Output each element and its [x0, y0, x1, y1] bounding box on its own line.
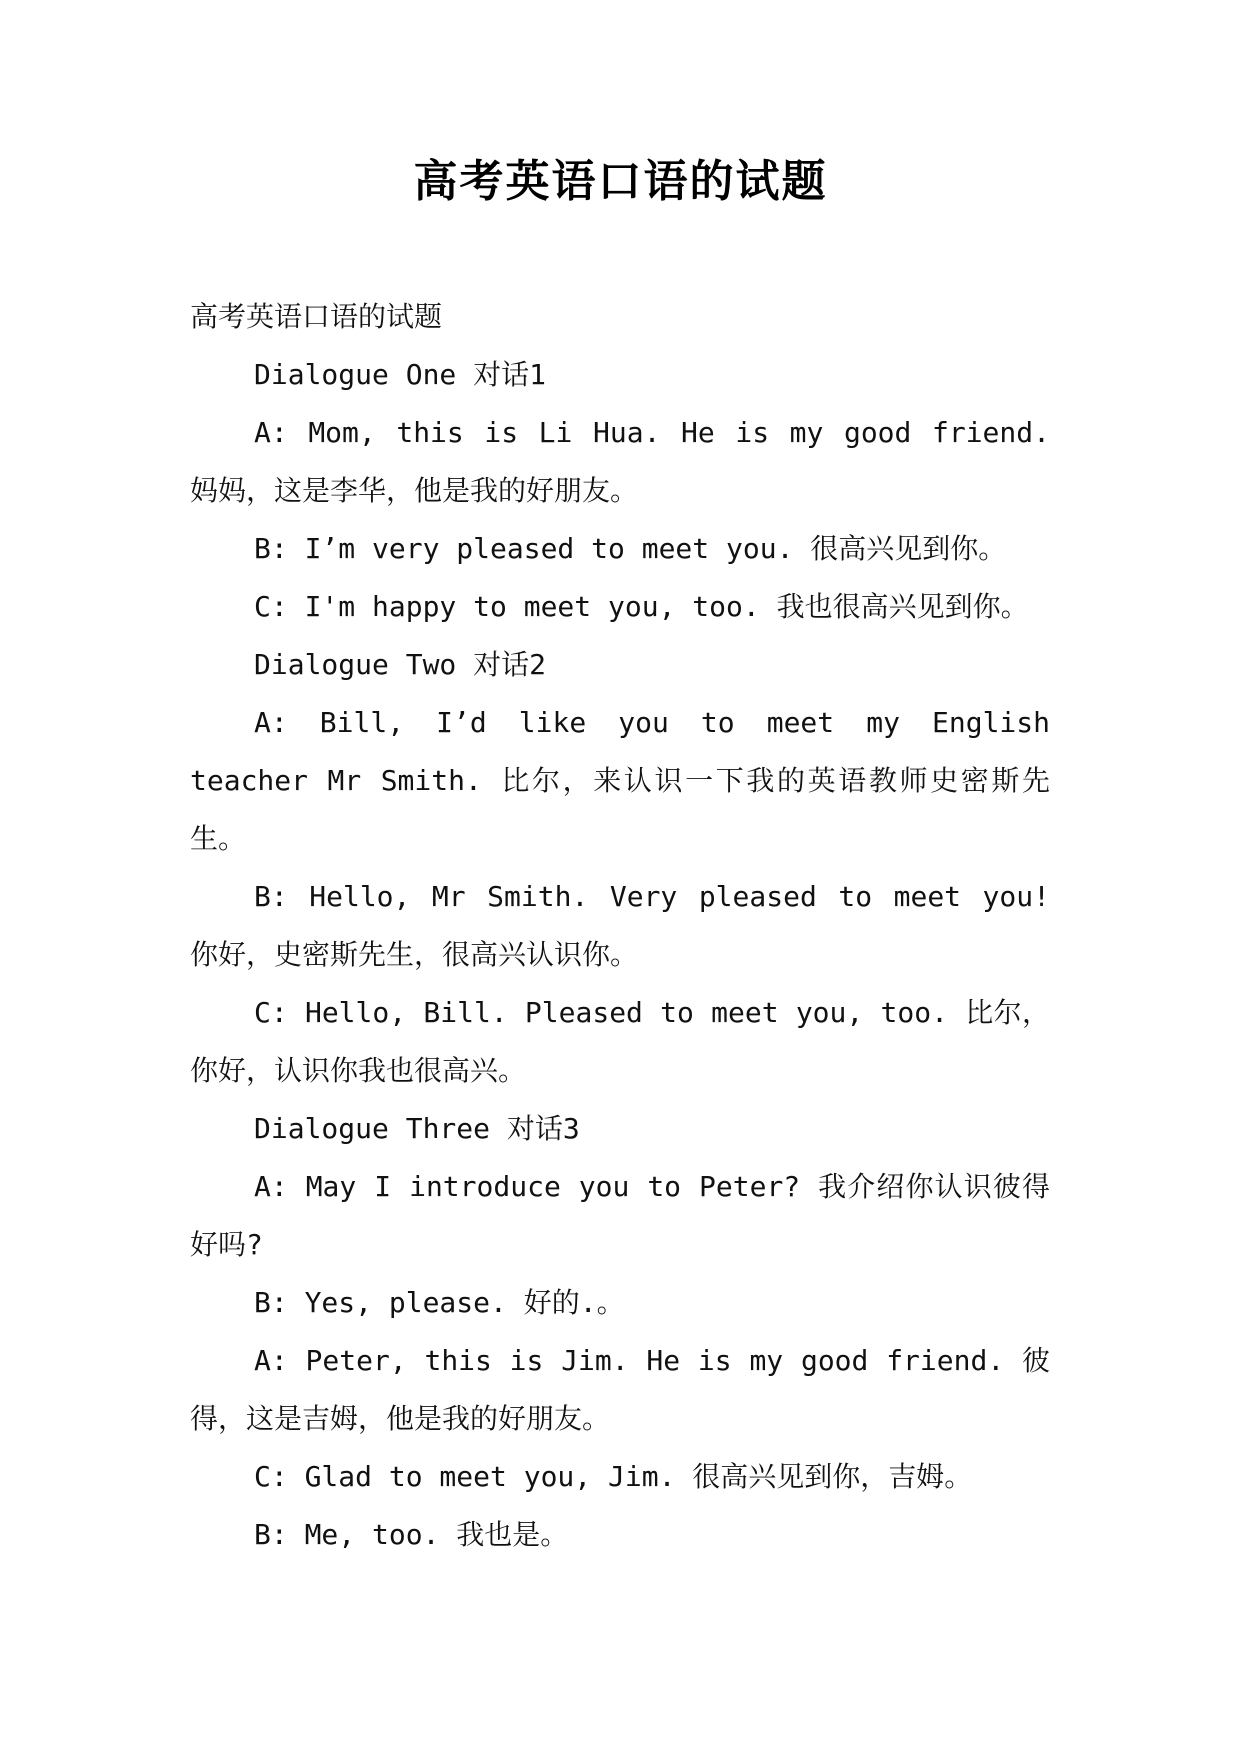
dialogue-line: B: Me, too. 我也是。: [254, 1518, 569, 1551]
dialogue-line: C: Hello, Bill. Pleased to meet you, too. 比尔，你好，认识你我也很高兴。: [190, 996, 1050, 1087]
document-body: [190, 288, 1050, 1564]
dialogue-line: A: Peter, this is Jim. He is my good friend. 彼得，这是吉姆，他是我的好朋友。: [190, 1344, 1050, 1435]
dialogue-line: C: Glad to meet you, Jim. 很高兴见到你，吉姆。: [254, 1460, 973, 1493]
paragraph-heading: 高考英语口语的试题: [190, 300, 443, 333]
document-title: 高考英语口语的试题: [413, 156, 828, 207]
dialogue-line: B: Yes, please. 好的.。: [254, 1286, 625, 1319]
dialogue-two-heading: Dialogue Two 对话2: [254, 648, 547, 681]
dialogue-line: C: I'm happy to meet you, too. 我也很高兴见到你。: [254, 590, 1029, 623]
dialogue-one-heading: Dialogue One 对话1: [254, 358, 547, 391]
dialogue-line: A: May I introduce you to Peter? 我介绍你认识彼得好吗?: [190, 1170, 1050, 1261]
dialogue-line: A: Mom, this is Li Hua. He is my good friend. 妈妈，这是李华，他是我的好朋友。: [190, 416, 1050, 507]
dialogue-line: B: I’m very pleased to meet you. 很高兴见到你。: [254, 532, 1007, 565]
dialogue-line: A: Bill, I’d like you to meet my English teacher Mr Smith. 比尔，来认识一下我的英语教师史密斯先生。: [190, 706, 1050, 855]
dialogue-three-heading: Dialogue Three 对话3: [254, 1112, 580, 1145]
dialogue-line: B: Hello, Mr Smith. Very pleased to meet you! 你好，史密斯先生，很高兴认识你。: [190, 880, 1050, 971]
